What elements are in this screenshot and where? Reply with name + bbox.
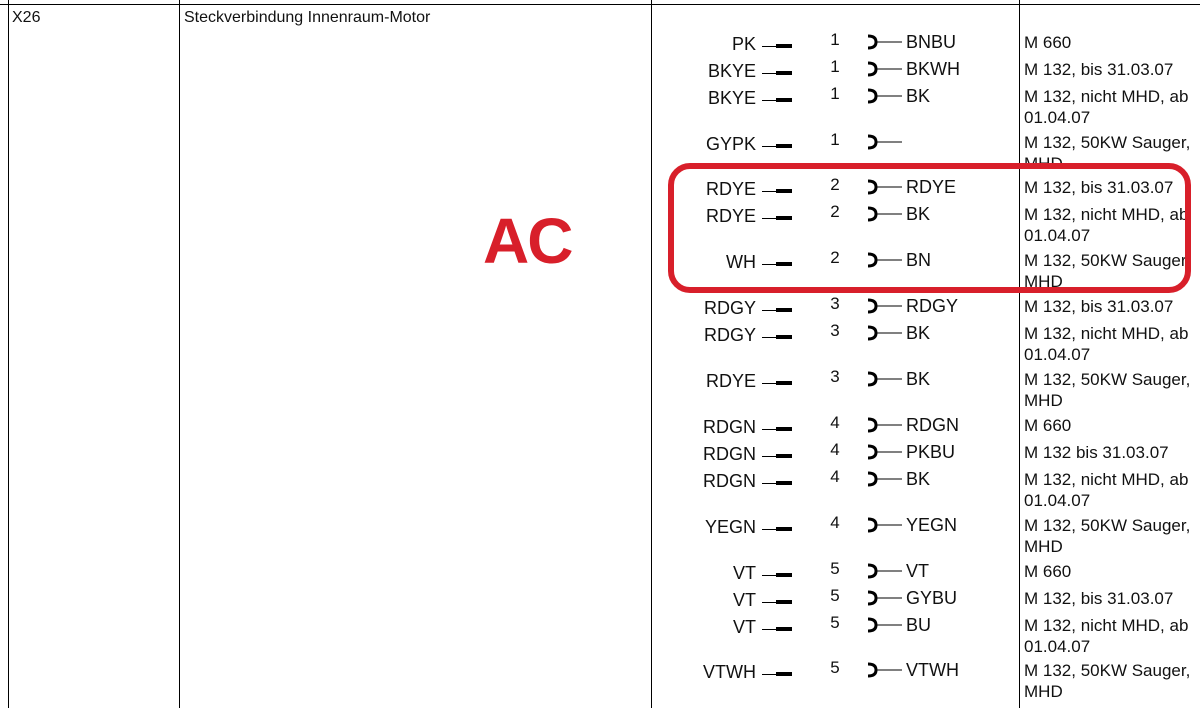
left-wire-color: RDYE <box>705 371 756 391</box>
plug-symbol-icon <box>762 332 794 342</box>
pin-row <box>652 59 1200 79</box>
plug-symbol-icon <box>762 95 794 105</box>
ac-highlight-box <box>668 163 1191 293</box>
column-divider-2 <box>179 0 180 708</box>
left-wire-color: VT <box>732 617 756 637</box>
left-wire-color: RDYE <box>705 206 756 226</box>
variant-note: M 660 <box>1024 562 1072 581</box>
socket-symbol-icon <box>866 298 906 314</box>
variant-note: M 660 <box>1024 416 1072 435</box>
right-wire-color: RDGN <box>906 415 959 435</box>
left-wire-color: RDYE <box>705 179 756 199</box>
variant-note: M 660 <box>1024 33 1072 52</box>
variant-note: M 132, bis 31.03.07 <box>1024 178 1174 197</box>
pin-number: 4 <box>830 413 840 432</box>
variant-note: M 132, bis 31.03.07 <box>1024 589 1174 608</box>
plug-symbol-icon <box>762 669 794 679</box>
variant-note: M 132, nicht MHD, ab 01.04.07 <box>1024 87 1189 127</box>
plug-symbol-icon <box>762 524 794 534</box>
plug-symbol-icon <box>762 41 794 51</box>
socket-symbol-icon <box>866 61 906 77</box>
variant-note: M 132, bis 31.03.07 <box>1024 60 1174 79</box>
plug-symbol-icon <box>762 624 794 634</box>
socket-symbol-icon <box>866 662 906 678</box>
pin-number: 2 <box>830 248 840 267</box>
connector-id: X26 <box>12 9 41 26</box>
column-divider-1 <box>8 0 9 708</box>
right-wire-color: VT <box>906 561 930 581</box>
left-wire-color: RDGN <box>703 417 756 437</box>
socket-symbol-icon <box>866 371 906 387</box>
right-wire-color: RDGY <box>906 296 959 316</box>
socket-symbol-icon <box>866 417 906 433</box>
left-wire-color: YEGN <box>704 517 756 537</box>
pin-number: 4 <box>830 440 840 459</box>
pin-number: 3 <box>830 294 840 313</box>
plug-symbol-icon <box>762 478 794 488</box>
left-wire-color: RDGN <box>703 444 756 464</box>
pin-row <box>652 513 1200 556</box>
pin-row <box>652 561 1200 581</box>
right-wire-color: BK <box>906 369 931 389</box>
right-wire-color: BK <box>906 86 931 106</box>
socket-symbol-icon <box>866 34 906 50</box>
pin-row <box>652 415 1200 435</box>
pin-number: 4 <box>830 467 840 486</box>
right-wire-color: PKBU <box>906 442 956 462</box>
pin-row <box>652 467 1200 510</box>
plug-symbol-icon <box>762 424 794 434</box>
variant-note: M 132, 50KW Sauger, MHD <box>1024 370 1191 410</box>
socket-symbol-icon <box>866 563 906 579</box>
plug-symbol-icon <box>762 570 794 580</box>
variant-note: M 132, 50KW Sauger, MHD <box>1024 516 1191 556</box>
variant-note: M 132, 50KW Sauger, MHD <box>1024 661 1191 701</box>
variant-note: M 132, 50KW Sauger, MHD <box>1024 133 1191 173</box>
variant-note: M 132 bis 31.03.07 <box>1024 443 1169 462</box>
plug-symbol-icon <box>762 305 794 315</box>
left-wire-color: VT <box>732 590 756 610</box>
pin-row <box>652 442 1200 462</box>
plug-symbol-icon <box>762 451 794 461</box>
right-wire-color: VTWH <box>906 660 959 680</box>
pin-number: 1 <box>830 30 840 49</box>
ac-annotation-label: AC <box>483 205 572 277</box>
plug-symbol-icon <box>762 378 794 388</box>
variant-note: M 132, 50KW Sauger, MHD <box>1024 251 1191 291</box>
socket-symbol-icon <box>866 444 906 460</box>
plug-symbol-icon <box>762 597 794 607</box>
left-wire-color: BKYE <box>707 61 756 81</box>
pin-number: 5 <box>830 613 840 632</box>
variant-note: M 132, nicht MHD, ab 01.04.07 <box>1024 470 1189 510</box>
left-wire-color: VT <box>732 563 756 583</box>
left-wire-color: VTWH <box>703 662 756 682</box>
variant-note: M 132, nicht MHD, ab 01.04.07 <box>1024 616 1189 656</box>
right-wire-color: GYBU <box>906 588 958 608</box>
pin-row <box>652 588 1200 608</box>
pin-number: 1 <box>830 84 840 103</box>
right-wire-color: BK <box>906 204 931 224</box>
left-wire-color: PK <box>731 34 756 54</box>
pin-row <box>652 84 1200 127</box>
pin-number: 3 <box>830 321 840 340</box>
socket-symbol-icon <box>866 88 906 104</box>
left-wire-color: RDGY <box>703 325 756 345</box>
pin-row <box>652 130 1200 173</box>
socket-symbol-icon <box>866 617 906 633</box>
pin-number: 5 <box>830 586 840 605</box>
right-wire-color: RDYE <box>906 177 957 197</box>
pin-row <box>652 658 1200 701</box>
pin-row <box>652 367 1200 410</box>
variant-note: M 132, nicht MHD, ab 01.04.07 <box>1024 324 1189 364</box>
right-wire-color: BNBU <box>906 32 957 52</box>
left-wire-color: RDGN <box>703 471 756 491</box>
left-wire-color: WH <box>726 252 756 272</box>
plug-symbol-icon <box>762 68 794 78</box>
connector-description: Steckverbindung Innenraum-Motor <box>184 9 431 26</box>
pin-number: 2 <box>830 202 840 221</box>
pin-row <box>652 321 1200 364</box>
socket-symbol-icon <box>866 134 906 150</box>
pin-row <box>652 613 1200 656</box>
right-wire-color: BK <box>906 323 931 343</box>
pin-number: 1 <box>830 57 840 76</box>
pin-number: 3 <box>830 367 840 386</box>
variant-note: M 132, nicht MHD, ab 01.04.07 <box>1024 205 1189 245</box>
plug-symbol-icon <box>762 141 794 151</box>
socket-symbol-icon <box>866 471 906 487</box>
socket-symbol-icon <box>866 590 906 606</box>
right-wire-color: BKWH <box>906 59 960 79</box>
pin-row <box>652 296 1200 316</box>
right-wire-color: BN <box>906 250 932 270</box>
pin-number: 5 <box>830 559 840 578</box>
pin-row <box>652 32 1200 52</box>
right-wire-color: BU <box>906 615 932 635</box>
right-wire-color: BK <box>906 469 931 489</box>
socket-symbol-icon <box>866 325 906 341</box>
left-wire-color: BKYE <box>707 88 756 108</box>
table-top-border <box>0 4 1200 5</box>
pin-number: 4 <box>830 513 840 532</box>
left-wire-color: GYPK <box>705 134 756 154</box>
pin-number: 2 <box>830 175 840 194</box>
variant-note: M 132, bis 31.03.07 <box>1024 297 1174 316</box>
pin-number: 1 <box>830 130 840 149</box>
pin-number: 5 <box>830 658 840 677</box>
socket-symbol-icon <box>866 517 906 533</box>
right-wire-color: YEGN <box>906 515 958 535</box>
left-wire-color: RDGY <box>703 298 756 318</box>
